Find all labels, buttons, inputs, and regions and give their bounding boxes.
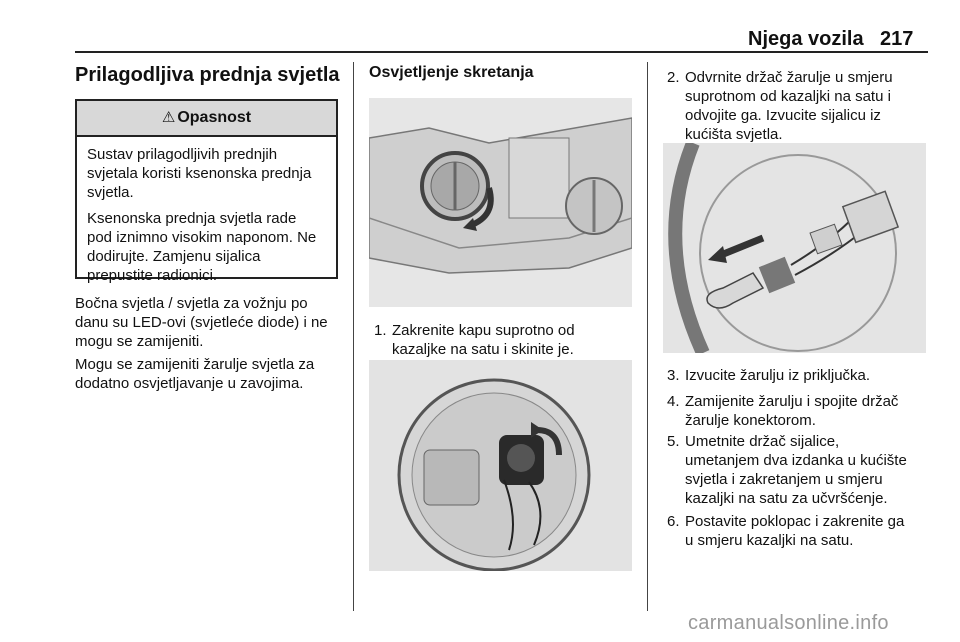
warning-triangle-icon: ⚠ (161, 109, 176, 126)
watermark[interactable]: carmanualsonline.info (688, 612, 889, 634)
step-line: žarulje konektorom. (685, 412, 816, 429)
warning-line: svjetla. (87, 184, 134, 201)
step-text (685, 432, 907, 508)
bulb-holder-illustration (369, 360, 632, 571)
warning-line: Sustav prilagodljivih prednjih (87, 146, 278, 163)
step-number: 4. (667, 393, 680, 410)
step-text (685, 68, 893, 144)
step-text (685, 512, 904, 550)
warning-header (77, 101, 336, 137)
step-text (392, 321, 575, 359)
step-line: kućišta svjetla. (685, 126, 783, 143)
step-line: Postavite poklopac i zakrenite ga (685, 513, 905, 530)
headlamp-rear-illustration (369, 98, 632, 307)
header-rule (75, 51, 928, 53)
step-number: 1. (374, 322, 387, 339)
warning-para-1 (87, 145, 326, 202)
warning-heading: Opasnost (177, 109, 252, 126)
warning-line: pod iznimno visokim naponom. Ne (87, 229, 317, 246)
body-para-1 (75, 294, 355, 351)
step-line: u smjeru kazaljki na satu. (685, 532, 854, 549)
column-divider-2 (647, 62, 648, 611)
section-title: Njega vozila (748, 28, 864, 50)
step-number: 6. (667, 513, 680, 530)
step-line: Izvucite žarulju iz priključka. (685, 367, 871, 384)
body-line: mogu se zamijeniti. (75, 333, 204, 350)
warning-line: prepustite radionici. (87, 267, 218, 284)
warning-para-2 (87, 209, 326, 285)
step-line: umetanjem dva izdanka u kućište (685, 452, 907, 469)
body-line: Bočna svjetla / svjetla za vožnju po (75, 295, 308, 312)
step-line: Zakrenite kapu suprotno od (392, 322, 575, 339)
warning-line: Ksenonska prednja svjetla rade (87, 210, 297, 227)
step-line: kazaljke na satu i skinite je. (392, 341, 574, 358)
step-text (685, 392, 898, 430)
step-number: 3. (667, 367, 680, 384)
step-line: Zamijenite žarulju i spojite držač (685, 393, 899, 410)
step-number: 5. (667, 433, 680, 450)
body-line: danu su LED-ovi (svjetleće diode) i ne (75, 314, 328, 331)
warning-box (75, 99, 338, 284)
step-line: odvojite ga. Izvucite sijalicu iz (685, 107, 881, 124)
bulb-removal-illustration (663, 143, 926, 353)
step-line: svjetla i zakretanjem u smjeru (685, 471, 883, 488)
warning-line: svjetala koristi ksenonska prednja (87, 165, 312, 182)
step-line: kazaljki na satu za učvršćenje. (685, 490, 888, 507)
step-line: Umetnite držač sijalice, (685, 433, 840, 450)
body-para-2 (75, 355, 355, 393)
step-line: suprotnom od kazaljki na satu i (685, 88, 891, 105)
col1-heading: Prilagodljiva prednja svjetla (75, 64, 340, 86)
step-line: Odvrnite držač žarulje u smjeru (685, 69, 893, 86)
warning-body (77, 137, 336, 300)
body-line: Mogu se zamijeniti žarulje svjetla za (75, 356, 315, 373)
warning-line: dodirujte. Zamjenu sijalica (87, 248, 261, 265)
body-line: dodatno osvjetljavanje u zavojima. (75, 375, 304, 392)
col2-heading: Osvjetljenje skretanja (369, 64, 534, 81)
page-number: 217 (880, 28, 914, 50)
step-number: 2. (667, 69, 680, 86)
